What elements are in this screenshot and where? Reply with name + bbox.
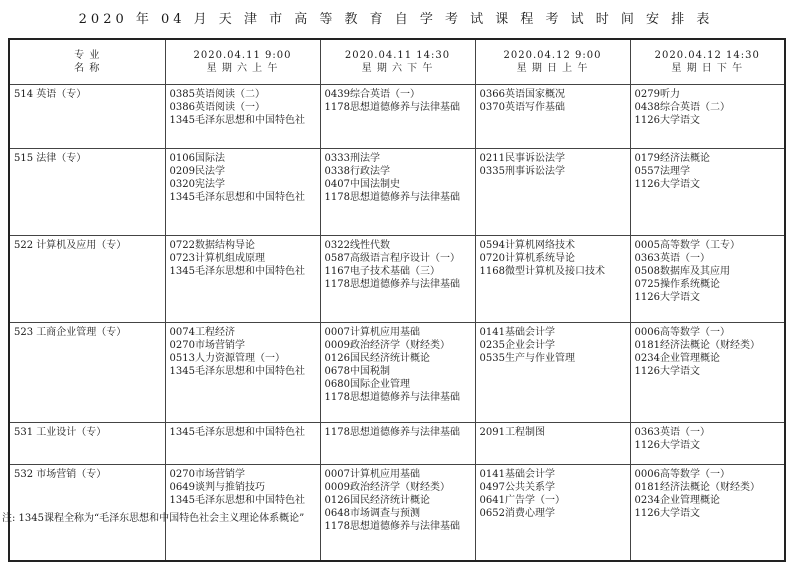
course-item: 0270市场营销学 [169, 469, 245, 480]
course-item: 0363英语（一） [634, 427, 710, 438]
exam-cell [165, 323, 320, 423]
session-header [630, 39, 785, 85]
session-header [165, 39, 320, 85]
course-item: 0438综合英语（二） [634, 102, 730, 113]
major-header [9, 39, 165, 85]
course-item: 0557法理学 [634, 166, 690, 177]
course-item: 0209民法学 [169, 166, 225, 177]
course-item: 0338行政法学 [324, 166, 390, 177]
session-time: 星 期 日 上 午 [516, 63, 589, 74]
exam-cell [475, 423, 630, 465]
exam-cell [475, 149, 630, 236]
course-item: 0366英语国家概况 [479, 89, 565, 100]
exam-cell [320, 423, 475, 465]
course-item: 0181经济法概论（财经类） [634, 340, 760, 351]
course-item: 0006高等数学（一） [634, 469, 730, 480]
exam-cell [165, 236, 320, 323]
course-item: 0594计算机网络技术 [479, 240, 575, 251]
major-name: 523 工商企业管理（专） [9, 323, 165, 423]
table-row [9, 236, 785, 323]
session-date: 2020.04.12 14:30 [654, 50, 760, 61]
course-item: 0320宪法学 [169, 179, 225, 190]
course-item: 1168微型计算机及接口技术 [479, 266, 605, 277]
course-item: 0141基础会计学 [479, 327, 555, 338]
course-item: 0179经济法概论 [634, 153, 710, 164]
schedule-body [9, 85, 785, 561]
major-name: 515 法律（专） [9, 149, 165, 236]
course-item: 0648市场调查与预测 [324, 508, 420, 519]
major-name: 522 计算机及应用（专） [9, 236, 165, 323]
major-name: 532 市场营销（专） [9, 465, 165, 561]
course-item: 0141基础会计学 [479, 469, 555, 480]
exam-cell [630, 465, 785, 561]
major-header-line1: 专 业 [74, 50, 101, 61]
course-item: 0333刑法学 [324, 153, 380, 164]
course-item: 0211民事诉讼法学 [479, 153, 565, 164]
course-item: 1126大学语文 [634, 292, 700, 303]
session-time: 星 期 六 上 午 [206, 63, 279, 74]
course-item: 0005高等数学（工专） [634, 240, 740, 251]
course-item: 0074工程经济 [169, 327, 235, 338]
course-item: 0009政治经济学（财经类） [324, 340, 450, 351]
course-item: 1345毛泽东思想和中国特色社 [169, 192, 305, 203]
course-item: 0407中国法制史 [324, 179, 400, 190]
course-item: 1126大学语文 [634, 440, 700, 451]
exam-cell [320, 85, 475, 149]
course-item: 0126国民经济统计概论 [324, 495, 430, 506]
course-item: 0007计算机应用基础 [324, 469, 420, 480]
session-header [320, 39, 475, 85]
course-item: 0497公共关系学 [479, 482, 555, 493]
course-item: 0649谈判与推销技巧 [169, 482, 265, 493]
course-item: 0722数据结构导论 [169, 240, 255, 251]
course-item: 0006高等数学（一） [634, 327, 730, 338]
course-item: 0322线性代数 [324, 240, 390, 251]
course-item: 0535生产与作业管理 [479, 353, 575, 364]
exam-cell [320, 149, 475, 236]
course-item: 1178思想道德修养与法律基础 [324, 392, 460, 403]
course-item: 1126大学语文 [634, 179, 700, 190]
course-item: 1178思想道德修养与法律基础 [324, 192, 460, 203]
major-header-line2: 名 称 [74, 63, 101, 74]
course-item: 0508数据库及其应用 [634, 266, 730, 277]
course-item: 0234企业管理概论 [634, 353, 720, 364]
course-item: 0439综合英语（一） [324, 89, 420, 100]
table-row [9, 423, 785, 465]
exam-cell [165, 85, 320, 149]
footnote: 注: 1345课程全称为“毛泽东思想和中国特色社会主义理论体系概论” [2, 513, 305, 524]
course-item: 0513人力资源管理（一） [169, 353, 285, 364]
course-item: 0678中国税制 [324, 366, 390, 377]
exam-cell [475, 85, 630, 149]
table-row [9, 323, 785, 423]
session-date: 2020.04.12 9:00 [503, 50, 602, 61]
course-item: 1178思想道德修养与法律基础 [324, 427, 460, 438]
course-item: 0126国民经济统计概论 [324, 353, 430, 364]
major-name: 514 英语（专） [9, 85, 165, 149]
exam-cell [165, 423, 320, 465]
session-date: 2020.04.11 14:30 [344, 50, 451, 61]
exam-cell [630, 85, 785, 149]
course-item: 0720计算机系统导论 [479, 253, 575, 264]
course-item: 1345毛泽东思想和中国特色社 [169, 427, 305, 438]
course-item: 0335刑事诉讼法学 [479, 166, 565, 177]
course-item: 2091工程制图 [479, 427, 545, 438]
session-header [475, 39, 630, 85]
course-item: 1345毛泽东思想和中国特色社 [169, 115, 305, 126]
exam-cell [630, 149, 785, 236]
course-item: 1178思想道德修养与法律基础 [324, 279, 460, 290]
session-time: 星 期 日 下 午 [671, 63, 744, 74]
course-item: 1178思想道德修养与法律基础 [324, 102, 460, 113]
course-item: 0279听力 [634, 89, 680, 100]
course-item: 0641广告学（一） [479, 495, 565, 506]
exam-cell [165, 149, 320, 236]
page-title: 2020 年 04 月 天 津 市 高 等 教 育 自 学 考 试 课 程 考 试 时 间 安 排 表 [78, 12, 714, 27]
course-item: 1126大学语文 [634, 115, 700, 126]
session-time: 星 期 六 下 午 [361, 63, 434, 74]
major-name: 531 工业设计（专） [9, 423, 165, 465]
exam-cell [475, 323, 630, 423]
table-row [9, 85, 785, 149]
course-item: 0181经济法概论（财经类） [634, 482, 760, 493]
course-item: 0587高级语言程序设计（一） [324, 253, 460, 264]
course-item: 0370英语写作基础 [479, 102, 565, 113]
course-item: 0234企业管理概论 [634, 495, 720, 506]
exam-schedule-table [8, 38, 786, 562]
course-item: 1345毛泽东思想和中国特色社 [169, 495, 305, 506]
course-item: 1167电子技术基础（三） [324, 266, 440, 277]
course-item: 1345毛泽东思想和中国特色社 [169, 266, 305, 277]
session-date: 2020.04.11 9:00 [193, 50, 292, 61]
course-item: 0363英语（一） [634, 253, 710, 264]
course-item: 0652消费心理学 [479, 508, 555, 519]
course-item: 0386英语阅读（一） [169, 102, 265, 113]
course-item: 0725操作系统概论 [634, 279, 720, 290]
table-row [9, 149, 785, 236]
header-row [9, 39, 785, 85]
course-item: 1345毛泽东思想和中国特色社 [169, 366, 305, 377]
exam-cell [320, 236, 475, 323]
exam-cell [630, 423, 785, 465]
course-item: 1126大学语文 [634, 508, 700, 519]
course-item: 1126大学语文 [634, 366, 700, 377]
course-item: 0270市场营销学 [169, 340, 245, 351]
course-item: 0106国际法 [169, 153, 225, 164]
course-item: 0007计算机应用基础 [324, 327, 420, 338]
course-item: 0385英语阅读（二） [169, 89, 265, 100]
exam-cell [475, 236, 630, 323]
course-item: 0723计算机组成原理 [169, 253, 265, 264]
exam-cell [475, 465, 630, 561]
course-item: 1178思想道德修养与法律基础 [324, 521, 460, 532]
course-item: 0009政治经济学（财经类） [324, 482, 450, 493]
exam-cell [630, 323, 785, 423]
course-item: 0235企业会计学 [479, 340, 555, 351]
course-item: 0680国际企业管理 [324, 379, 410, 390]
exam-cell [320, 323, 475, 423]
exam-cell [320, 465, 475, 561]
exam-cell [630, 236, 785, 323]
